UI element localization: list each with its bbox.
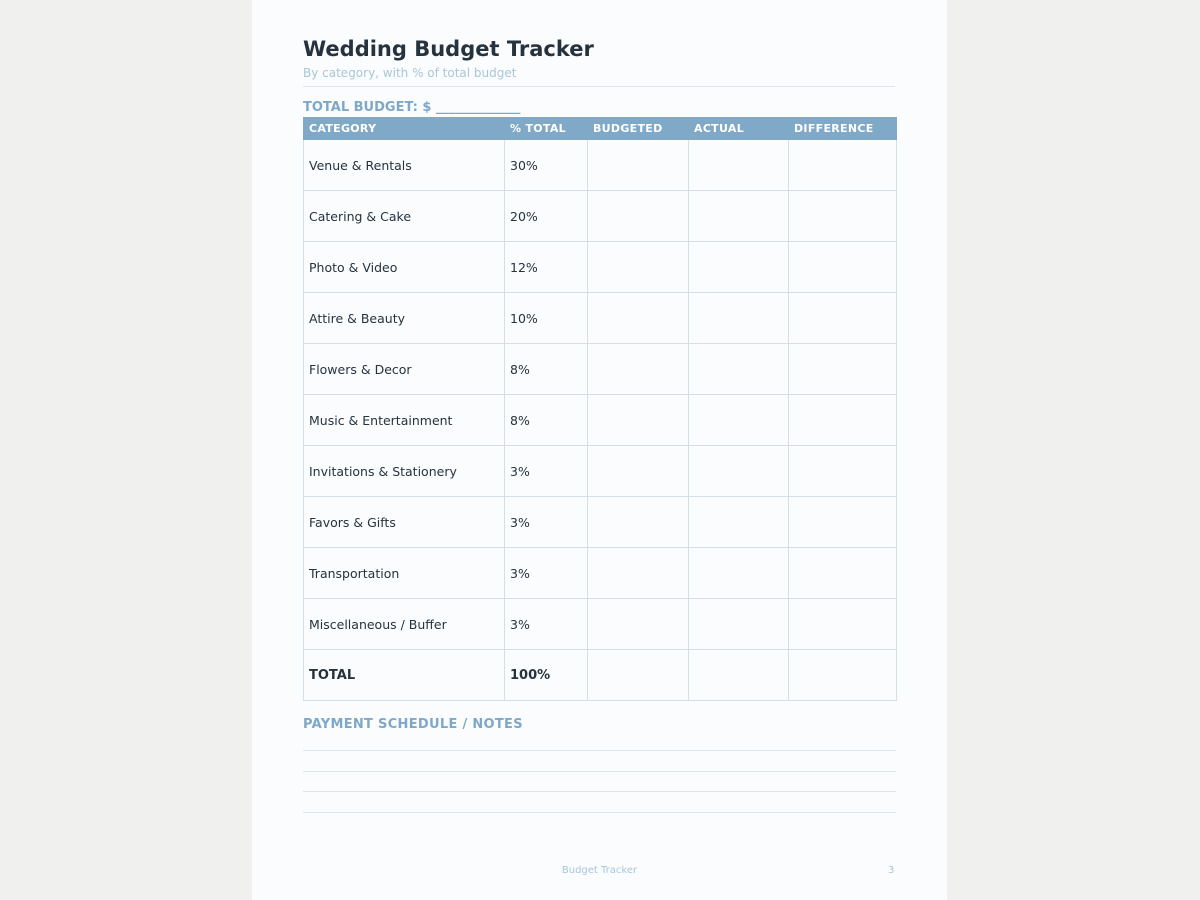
- page-title: Wedding Budget Tracker: [303, 37, 594, 61]
- table-row: [304, 242, 897, 293]
- budgeted-cell[interactable]: [588, 548, 689, 599]
- table-row: [304, 548, 897, 599]
- category-cell: Transportation: [304, 548, 505, 599]
- note-line[interactable]: [303, 750, 896, 751]
- difference-cell[interactable]: [789, 293, 897, 344]
- total-actual-cell[interactable]: [689, 650, 789, 701]
- category-cell: Invitations & Stationery: [304, 446, 505, 497]
- column-header-category: CATEGORY: [304, 118, 505, 140]
- category-cell: Attire & Beauty: [304, 293, 505, 344]
- note-line[interactable]: [303, 812, 896, 813]
- category-cell: Music & Entertainment: [304, 395, 505, 446]
- budgeted-cell[interactable]: [588, 242, 689, 293]
- difference-cell[interactable]: [789, 242, 897, 293]
- total-row: [304, 650, 897, 701]
- actual-cell[interactable]: [689, 293, 789, 344]
- difference-cell[interactable]: [789, 395, 897, 446]
- percent-cell: 20%: [505, 191, 588, 242]
- column-header-difference: DIFFERENCE: [789, 118, 897, 140]
- column-header-percent: % TOTAL: [505, 118, 588, 140]
- actual-cell[interactable]: [689, 395, 789, 446]
- page-number: 3: [888, 865, 895, 876]
- budgeted-cell[interactable]: [588, 395, 689, 446]
- difference-cell[interactable]: [789, 548, 897, 599]
- budgeted-cell[interactable]: [588, 599, 689, 650]
- table-row: [304, 446, 897, 497]
- percent-cell: 30%: [505, 140, 588, 191]
- table-row: [304, 344, 897, 395]
- page-subtitle: By category, with % of total budget: [303, 66, 517, 80]
- category-cell: Photo & Video: [304, 242, 505, 293]
- table-row: [304, 191, 897, 242]
- difference-cell[interactable]: [789, 446, 897, 497]
- percent-cell: 3%: [505, 548, 588, 599]
- actual-cell[interactable]: [689, 140, 789, 191]
- total-label-cell: TOTAL: [304, 650, 505, 701]
- table-row: [304, 599, 897, 650]
- column-header-actual: ACTUAL: [689, 118, 789, 140]
- actual-cell[interactable]: [689, 548, 789, 599]
- actual-cell[interactable]: [689, 191, 789, 242]
- difference-cell[interactable]: [789, 497, 897, 548]
- title-divider: [303, 86, 895, 87]
- percent-cell: 3%: [505, 497, 588, 548]
- footer-label: Budget Tracker: [561, 865, 638, 876]
- table-row: [304, 293, 897, 344]
- table-row: [304, 497, 897, 548]
- category-cell: Favors & Gifts: [304, 497, 505, 548]
- actual-cell[interactable]: [689, 599, 789, 650]
- budget-table: [303, 117, 897, 701]
- category-cell: Flowers & Decor: [304, 344, 505, 395]
- actual-cell[interactable]: [689, 446, 789, 497]
- percent-cell: 8%: [505, 395, 588, 446]
- table-row: [304, 395, 897, 446]
- total-difference-cell[interactable]: [789, 650, 897, 701]
- total-budget-field: TOTAL BUDGET: $ _____________: [303, 100, 521, 115]
- budgeted-cell[interactable]: [588, 140, 689, 191]
- budgeted-cell[interactable]: [588, 497, 689, 548]
- note-line[interactable]: [303, 771, 896, 772]
- percent-cell: 3%: [505, 599, 588, 650]
- actual-cell[interactable]: [689, 497, 789, 548]
- budgeted-cell[interactable]: [588, 344, 689, 395]
- column-header-budgeted: BUDGETED: [588, 118, 689, 140]
- percent-cell: 8%: [505, 344, 588, 395]
- budgeted-cell[interactable]: [588, 191, 689, 242]
- percent-cell: 12%: [505, 242, 588, 293]
- table-header-row: [304, 118, 897, 140]
- total-percent-cell: 100%: [505, 650, 588, 701]
- actual-cell[interactable]: [689, 344, 789, 395]
- percent-cell: 3%: [505, 446, 588, 497]
- difference-cell[interactable]: [789, 191, 897, 242]
- category-cell: Venue & Rentals: [304, 140, 505, 191]
- category-cell: Miscellaneous / Buffer: [304, 599, 505, 650]
- budgeted-cell[interactable]: [588, 446, 689, 497]
- difference-cell[interactable]: [789, 140, 897, 191]
- note-line[interactable]: [303, 791, 896, 792]
- total-budgeted-cell[interactable]: [588, 650, 689, 701]
- budgeted-cell[interactable]: [588, 293, 689, 344]
- table-row: [304, 140, 897, 191]
- notes-heading: PAYMENT SCHEDULE / NOTES: [303, 717, 523, 732]
- category-cell: Catering & Cake: [304, 191, 505, 242]
- actual-cell[interactable]: [689, 242, 789, 293]
- percent-cell: 10%: [505, 293, 588, 344]
- difference-cell[interactable]: [789, 599, 897, 650]
- difference-cell[interactable]: [789, 344, 897, 395]
- document-page: [252, 0, 947, 900]
